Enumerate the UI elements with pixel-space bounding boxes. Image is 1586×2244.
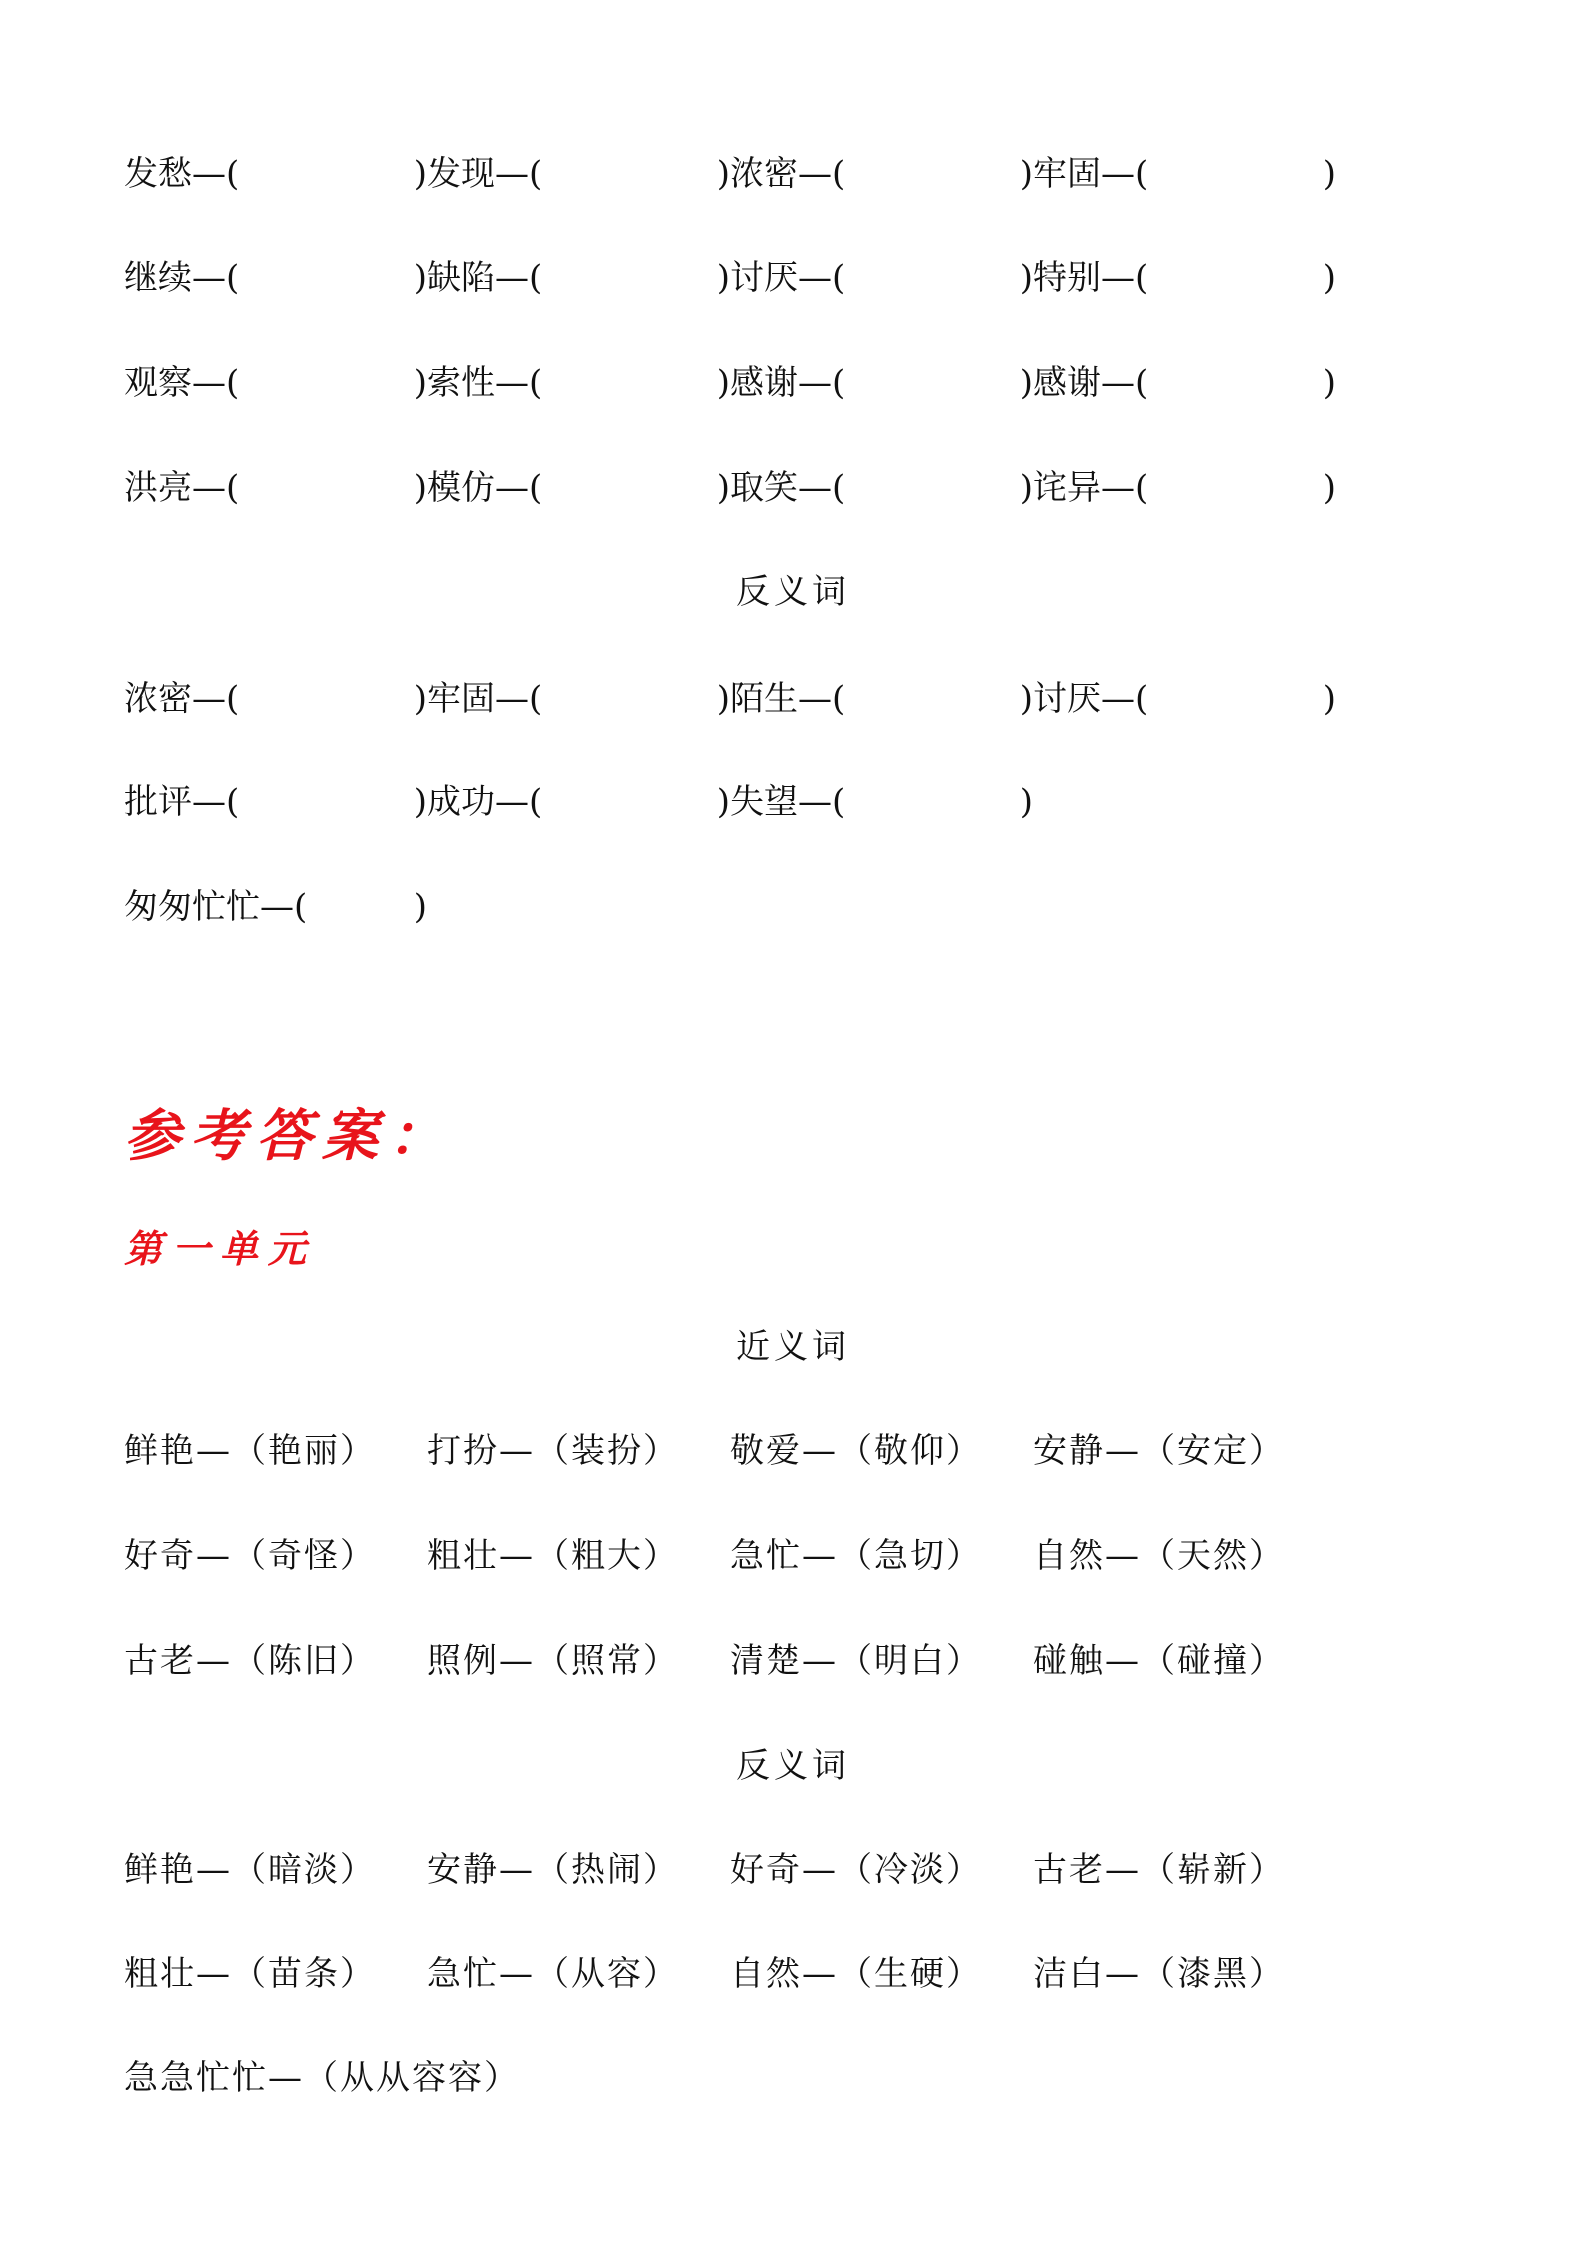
fill-blank-item <box>1033 256 1336 300</box>
blank-close: ) <box>716 154 730 194</box>
word-prompt: 模仿—( <box>427 468 543 508</box>
blank-close: ) <box>1322 154 1336 194</box>
blank-close: ) <box>413 679 427 719</box>
blank-close: ) <box>716 468 730 508</box>
blank-close: ) <box>716 363 730 403</box>
blank-close: ) <box>1322 679 1336 719</box>
word-prompt: 浓密—( <box>124 679 240 719</box>
exercise-row <box>124 466 1336 510</box>
fill-blank-item <box>427 466 730 510</box>
exercise-row <box>124 361 1336 405</box>
antonym-heading: 反义词 <box>736 572 850 612</box>
answer-item: 打扮—（装扮） <box>427 1431 679 1471</box>
word-prompt: 发愁—( <box>124 154 240 194</box>
blank-close: ) <box>1019 782 1033 822</box>
fill-blank-item <box>427 780 730 824</box>
answer-item: 鲜艳—（暗淡） <box>124 1850 376 1890</box>
word-prompt: 讨厌—( <box>1033 679 1149 719</box>
fill-blank-item <box>730 780 1033 824</box>
fill-blank-item <box>124 361 427 405</box>
word-prompt: 观察—( <box>124 363 240 403</box>
unit-heading: 第一单元 <box>124 1226 317 1271</box>
answer-item: 自然—（天然） <box>1033 1536 1285 1576</box>
word-prompt: 缺陷—( <box>427 258 543 298</box>
fill-blank-item <box>1033 677 1336 721</box>
exercise-row <box>124 780 1033 824</box>
answer-item: 古老—（崭新） <box>1033 1850 1285 1890</box>
word-prompt: 发现—( <box>427 154 543 194</box>
exercise-row <box>124 1848 1336 1892</box>
fill-blank-item <box>730 466 1033 510</box>
answer-item: 自然—（生硬） <box>730 1954 982 1994</box>
word-prompt: 继续—( <box>124 258 240 298</box>
answer-item: 碰触—（碰撞） <box>1033 1641 1285 1681</box>
exercise-row <box>124 152 1336 196</box>
word-prompt: 浓密—( <box>730 154 846 194</box>
word-prompt: 特别—( <box>1033 258 1149 298</box>
word-prompt: 匆匆忙忙—( <box>124 887 308 927</box>
word-prompt: 讨厌—( <box>730 258 846 298</box>
word-prompt: 批评—( <box>124 782 240 822</box>
answer-synonym-heading: 近义词 <box>736 1327 850 1367</box>
fill-blank-item <box>1033 466 1336 510</box>
fill-blank-item <box>427 361 730 405</box>
answer-item: 急忙—（急切） <box>730 1536 982 1576</box>
answer-item: 清楚—（明白） <box>730 1641 982 1681</box>
blank-close: ) <box>1019 468 1033 508</box>
exercise-row <box>124 2056 520 2100</box>
fill-blank-item <box>427 256 730 300</box>
blank-close: ) <box>413 363 427 403</box>
answer-item: 急急忙忙—（从从容容） <box>124 2058 520 2098</box>
answer-item: 古老—（陈旧） <box>124 1641 376 1681</box>
blank-close: ) <box>1322 258 1336 298</box>
fill-blank-item <box>124 466 427 510</box>
blank-close: ) <box>1322 468 1336 508</box>
blank-close: ) <box>1019 154 1033 194</box>
answer-item: 安静—（热闹） <box>427 1850 679 1890</box>
blank-close: ) <box>1322 363 1336 403</box>
word-prompt: 陌生—( <box>730 679 846 719</box>
fill-blank-item <box>730 677 1033 721</box>
word-prompt: 感谢—( <box>1033 363 1149 403</box>
blank-close: ) <box>716 782 730 822</box>
fill-blank-item <box>124 256 427 300</box>
blank-close: ) <box>413 887 427 927</box>
fill-blank-item <box>730 256 1033 300</box>
word-prompt: 成功—( <box>427 782 543 822</box>
word-prompt: 索性—( <box>427 363 543 403</box>
answer-antonym-heading: 反义词 <box>736 1746 850 1786</box>
blank-close: ) <box>1019 258 1033 298</box>
answer-item: 洁白—（漆黑） <box>1033 1954 1285 1994</box>
fill-blank-item <box>1033 361 1336 405</box>
word-prompt: 洪亮—( <box>124 468 240 508</box>
answers-title: 参考答案： <box>124 1103 454 1169</box>
blank-close: ) <box>413 154 427 194</box>
answer-item: 安静—（安定） <box>1033 1431 1285 1471</box>
fill-blank-item <box>124 677 427 721</box>
fill-blank-item <box>1033 152 1336 196</box>
blank-close: ) <box>1019 679 1033 719</box>
exercise-row <box>124 1534 1336 1578</box>
fill-blank-item <box>730 361 1033 405</box>
fill-blank-item <box>427 677 730 721</box>
fill-blank-item <box>427 152 730 196</box>
answer-item: 鲜艳—（艳丽） <box>124 1431 376 1471</box>
exercise-row <box>124 677 1336 721</box>
word-prompt: 取笑—( <box>730 468 846 508</box>
fill-blank-item <box>124 885 427 929</box>
blank-close: ) <box>413 782 427 822</box>
answer-item: 敬爱—（敬仰） <box>730 1431 982 1471</box>
blank-close: ) <box>716 258 730 298</box>
blank-close: ) <box>413 468 427 508</box>
answer-item: 照例—（照常） <box>427 1641 679 1681</box>
answer-item: 好奇—（冷淡） <box>730 1850 982 1890</box>
answer-item: 粗壮—（粗大） <box>427 1536 679 1576</box>
exercise-row <box>124 256 1336 300</box>
fill-blank-item <box>730 152 1033 196</box>
exercise-row <box>124 1639 1336 1683</box>
blank-close: ) <box>413 258 427 298</box>
word-prompt: 牢固—( <box>1033 154 1149 194</box>
fill-blank-item <box>124 780 427 824</box>
fill-blank-item <box>124 152 427 196</box>
answer-item: 急忙—（从容） <box>427 1954 679 1994</box>
word-prompt: 失望—( <box>730 782 846 822</box>
exercise-row <box>124 1952 1336 1996</box>
blank-close: ) <box>1019 363 1033 403</box>
answer-item: 粗壮—（苗条） <box>124 1954 376 1994</box>
blank-close: ) <box>716 679 730 719</box>
exercise-row <box>124 885 427 929</box>
word-prompt: 牢固—( <box>427 679 543 719</box>
word-prompt: 感谢—( <box>730 363 846 403</box>
exercise-row <box>124 1429 1336 1473</box>
answer-item: 好奇—（奇怪） <box>124 1536 376 1576</box>
word-prompt: 诧异—( <box>1033 468 1149 508</box>
